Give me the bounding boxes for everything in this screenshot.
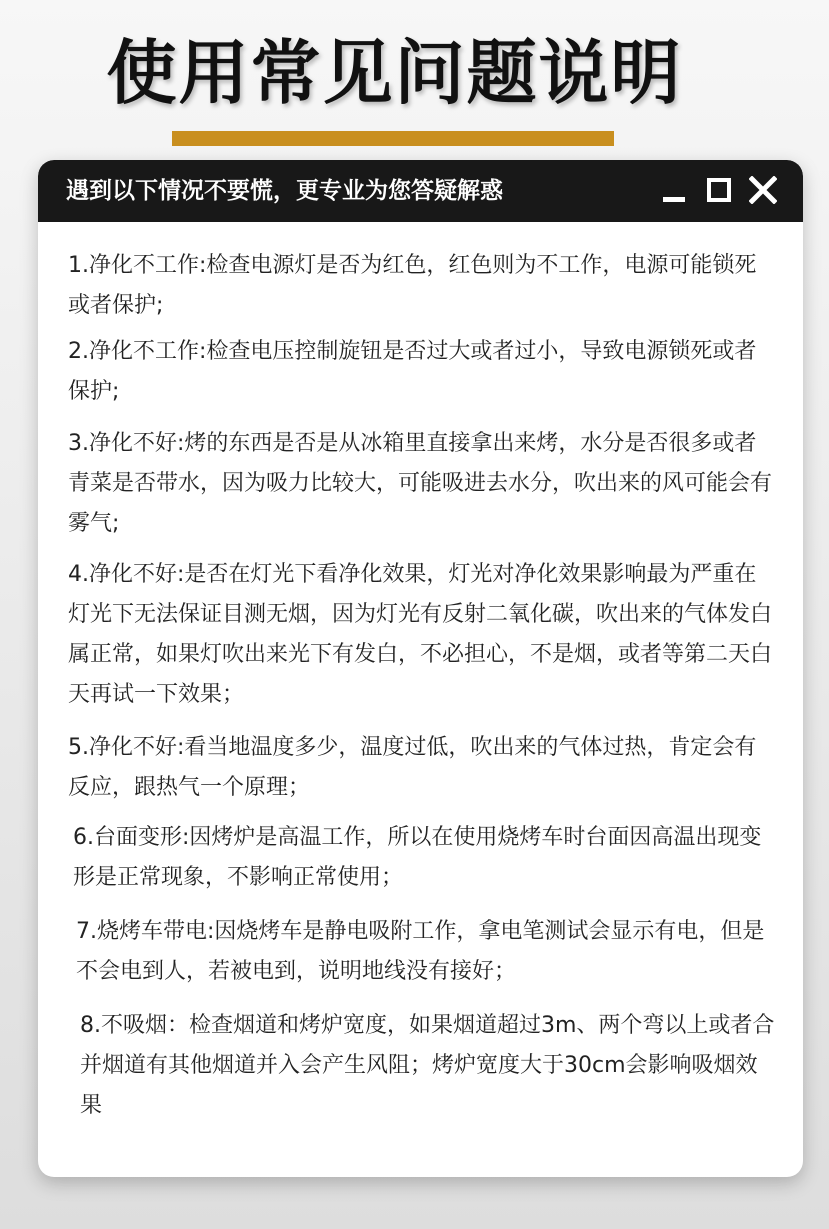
faq-item: 7.烧烤车带电:因烧烤车是静电吸附工作，拿电笔测试会显示有电，但是不会电到人，若被电到，说明地线没有接好； xyxy=(76,919,765,984)
faq-window xyxy=(38,160,803,1177)
maximize-icon xyxy=(707,178,731,202)
faq-item: 3.净化不好:烤的东西是否是从冰箱里直接拿出来烤，水分是否很多或者青菜是否带水，因为吸力比较大，可能吸进去水分，吹出来的风可能会有雾气; xyxy=(68,431,773,536)
faq-content xyxy=(38,222,803,1177)
window-titlebar xyxy=(38,160,803,222)
page-title: 使用常见问题说明 xyxy=(106,32,683,114)
faq-item: 2.净化不工作:检查电压控制旋钮是否过大或者过小，导致电源锁死或者保护; xyxy=(68,339,757,404)
faq-item: 6.台面变形:因烤炉是高温工作，所以在使用烧烤车时台面因高温出现变形是正常现象，不影响正常使用； xyxy=(73,825,762,890)
minimize-icon xyxy=(663,197,685,202)
close-icon xyxy=(749,176,777,204)
faq-item: 5.净化不好:看当地温度多少，温度过低，吹出来的气体过热，肯定会有反应，跟热气一个原理； xyxy=(68,735,757,800)
faq-item: 1.净化不工作:检查电源灯是否为红色，红色则为不工作，电源可能锁死或者保护; xyxy=(68,253,757,318)
close-button[interactable] xyxy=(748,175,778,205)
window-title: 遇到以下情况不要慌，更专业为您答疑解惑 xyxy=(66,178,503,204)
faq-item: 4.净化不好:是否在灯光下看净化效果，灯光对净化效果影响最为严重在灯光下无法保证目测无烟，因为灯光有反射二氧化碳，吹出来的气体发白属正常，如果灯吹出来光下有发白，不必担心，不是烟，或者等第二天白天再试一下效果； xyxy=(68,562,773,707)
maximize-button[interactable] xyxy=(704,175,734,205)
minimize-button[interactable] xyxy=(660,175,690,205)
faq-item: 8.不吸烟：检查烟道和烤炉宽度，如果烟道超过3m、两个弯以上或者合并烟道有其他烟道并入会产生风阻；烤炉宽度大于30cm会影响吸烟效果 xyxy=(80,1013,775,1118)
title-underline xyxy=(172,131,614,146)
